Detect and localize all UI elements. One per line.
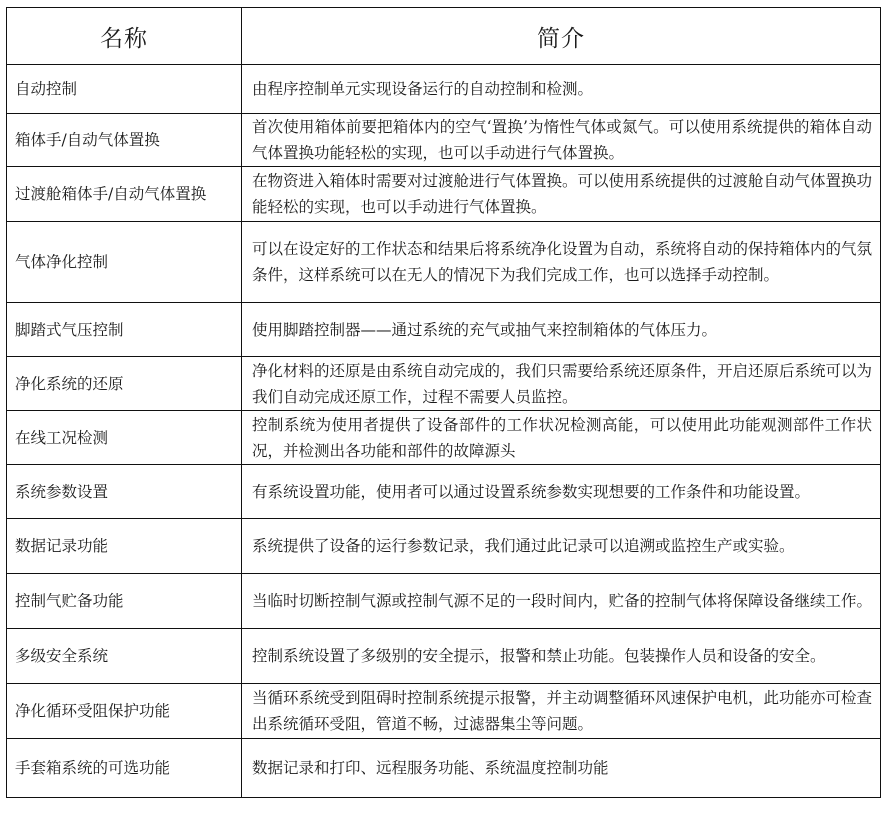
row-name: 箱体手/自动气体置换 [7, 114, 242, 167]
table-row [7, 167, 881, 222]
row-name: 自动控制 [7, 65, 242, 114]
row-description: 首次使用箱体前要把箱体内的空气‘置换’为惰性气体或氮气。可以使用系统提供的箱体自动气体置换功能轻松的实现，也可以手动进行气体置换。 [242, 114, 881, 167]
table-row [7, 465, 881, 519]
row-description: 系统提供了设备的运行参数记录，我们通过此记录可以追溯或监控生产或实验。 [242, 519, 881, 574]
table-row [7, 684, 881, 739]
row-description: 控制系统设置了多级别的安全提示，报警和禁止功能。包装操作人员和设备的安全。 [242, 629, 881, 684]
table-row [7, 357, 881, 411]
table-row [7, 574, 881, 629]
row-description: 控制系统为使用者提供了设备部件的工作状况检测高能，可以使用此功能观测部件工作状况，并检测出各功能和部件的故障源头 [242, 411, 881, 465]
row-description: 有系统设置功能，使用者可以通过设置系统参数实现想要的工作条件和功能设置。 [242, 465, 881, 519]
row-name: 多级安全系统 [7, 629, 242, 684]
table-row [7, 519, 881, 574]
table-header-row [7, 8, 881, 65]
table-row [7, 629, 881, 684]
row-name: 在线工况检测 [7, 411, 242, 465]
row-description: 使用脚踏控制器——通过系统的充气或抽气来控制箱体的气体压力。 [242, 303, 881, 357]
row-description: 可以在设定好的工作状态和结果后将系统净化设置为自动，系统将自动的保持箱体内的气氛条件，这样系统可以在无人的情况下为我们完成工作，也可以选择手动控制。 [242, 222, 881, 303]
row-name: 脚踏式气压控制 [7, 303, 242, 357]
row-description: 净化材料的还原是由系统自动完成的，我们只需要给系统还原条件，开启还原后系统可以为我们自动完成还原工作，过程不需要人员监控。 [242, 357, 881, 411]
header-name: 名称 [7, 8, 242, 65]
row-name: 气体净化控制 [7, 222, 242, 303]
header-description: 简介 [242, 8, 881, 65]
row-name: 控制气贮备功能 [7, 574, 242, 629]
table-row [7, 65, 881, 114]
row-description: 数据记录和打印、远程服务功能、系统温度控制功能 [242, 739, 881, 798]
row-name: 过渡舱箱体手/自动气体置换 [7, 167, 242, 222]
row-name: 手套箱系统的可选功能 [7, 739, 242, 798]
row-name: 数据记录功能 [7, 519, 242, 574]
table-row [7, 739, 881, 798]
row-name: 净化循环受阻保护功能 [7, 684, 242, 739]
row-description: 当临时切断控制气源或控制气源不足的一段时间内，贮备的控制气体将保障设备继续工作。 [242, 574, 881, 629]
table-row [7, 114, 881, 167]
row-description: 当循环系统受到阻碍时控制系统提示报警，并主动调整循环风速保护电机，此功能亦可检查出系统循环受阻，管道不畅，过滤器集尘等问题。 [242, 684, 881, 739]
row-description: 由程序控制单元实现设备运行的自动控制和检测。 [242, 65, 881, 114]
row-description: 在物资进入箱体时需要对过渡舱进行气体置换。可以使用系统提供的过渡舱自动气体置换功能轻松的实现，也可以手动进行气体置换。 [242, 167, 881, 222]
table-row [7, 303, 881, 357]
row-name: 系统参数设置 [7, 465, 242, 519]
table-row [7, 411, 881, 465]
row-name: 净化系统的还原 [7, 357, 242, 411]
feature-table [6, 7, 881, 798]
table-row [7, 222, 881, 303]
